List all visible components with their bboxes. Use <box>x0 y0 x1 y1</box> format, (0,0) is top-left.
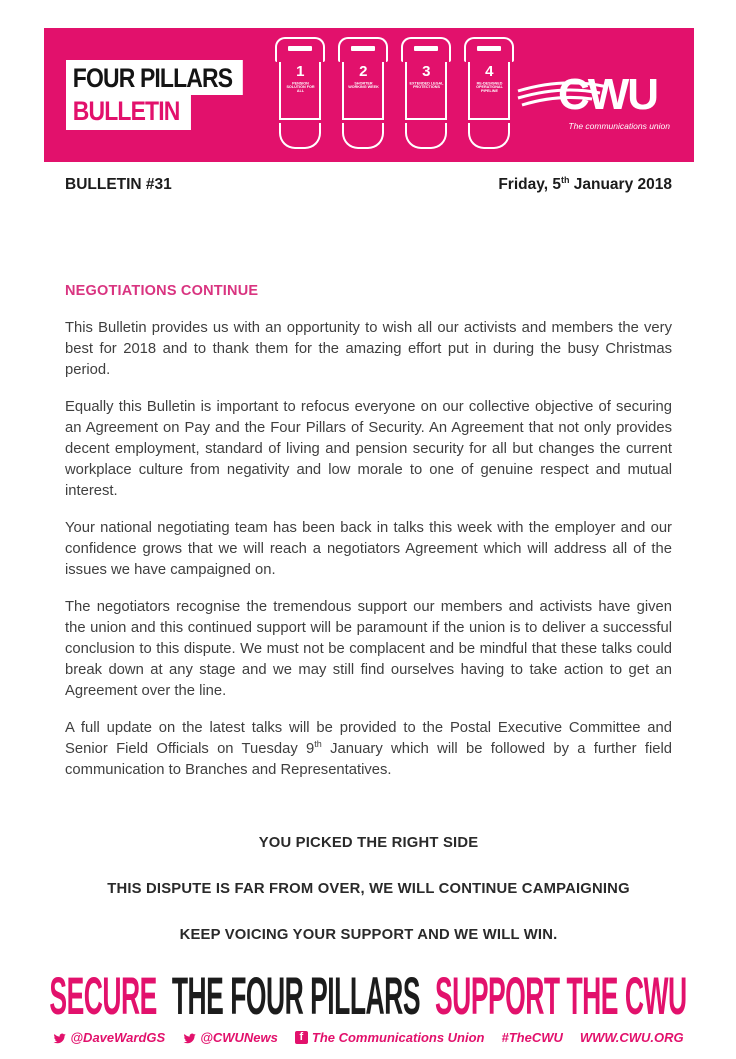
paragraph: The negotiators recognise the tremendous support our members and activists have given the union and this continued support will be paramount if the union is to deliver a successful conclusion to this dispute. We must not be complacent and be mindful that these talks could break down at any stage and we may still find ourselves having to take action to get an Agreement over the line. <box>65 599 672 699</box>
social-item <box>52 1030 165 1045</box>
postbox-slot <box>351 46 375 51</box>
bulletin-number: BULLETIN #31 <box>65 176 172 193</box>
pillar-label: EXTENDED LEGAL PROTECTIONS <box>409 82 444 90</box>
postbox-base <box>468 123 510 149</box>
pillar-label: SHORTER WORKING WEEK <box>347 82 379 90</box>
social-item <box>295 1030 485 1045</box>
postbox-body <box>468 62 510 120</box>
postbox-icon <box>275 37 325 149</box>
postbox-slot <box>477 46 501 51</box>
paragraph-text: A full update on the latest talks will be provided to the Postal Executive Committee and Senior Field Officials on Tuesday 9 <box>65 720 672 757</box>
postbox-icon <box>338 37 388 149</box>
logo-line-bulletin: BULLETIN <box>66 95 191 130</box>
banner-support-cwu: SUPPORT THE CWU <box>435 967 687 1026</box>
postbox-body <box>342 62 384 120</box>
postbox-cap <box>275 37 325 62</box>
postbox-base <box>279 123 321 149</box>
date-suffix: January 2018 <box>569 176 672 193</box>
pillar-number: 4 <box>485 63 494 80</box>
banner-secure: SECURE <box>49 967 157 1026</box>
postbox-base <box>405 123 447 149</box>
slogan-line: YOU PICKED THE RIGHT SIDE <box>258 835 479 851</box>
cwu-tagline: The communications union <box>568 121 670 131</box>
article <box>65 283 672 973</box>
postbox-icon <box>464 37 514 149</box>
postbox-slot <box>414 46 438 51</box>
postbox-cap <box>464 37 514 62</box>
slogan-block <box>65 835 672 943</box>
social-item <box>182 1030 278 1045</box>
postbox-cap <box>401 37 451 62</box>
article-heading: NEGOTIATIONS CONTINUE <box>65 283 259 299</box>
header-banner <box>44 28 694 162</box>
postbox-slot <box>288 46 312 51</box>
facebook-page-name: The Communications Union <box>311 1030 485 1045</box>
cwu-wordmark-icon <box>516 65 676 123</box>
twitter-icon <box>52 1031 66 1045</box>
twitter-handle: @CWUNews <box>200 1030 278 1045</box>
banner-four-pillars: THE FOUR PILLARS <box>171 967 420 1026</box>
date-ordinal: th <box>314 739 322 750</box>
social-footer <box>0 1030 736 1045</box>
cwu-logo <box>516 65 676 131</box>
postbox-body <box>279 62 321 120</box>
slogan-line: KEEP VOICING YOUR SUPPORT AND WE WILL WIN. <box>179 927 558 943</box>
pillar-label: RE-DESIGNED OPERATIONAL PIPELINE <box>475 82 503 94</box>
facebook-icon: f <box>295 1031 308 1044</box>
twitter-handle: @DaveWardGS <box>70 1030 166 1045</box>
slogan-line: THIS DISPUTE IS FAR FROM OVER, WE WILL CONTINUE CAMPAIGNING <box>107 881 630 897</box>
twitter-icon <box>182 1031 196 1045</box>
social-item <box>502 1030 563 1045</box>
date-prefix: Friday, 5 <box>498 176 561 193</box>
cwu-wordmark-text: CWU <box>558 70 658 119</box>
paragraph <box>65 718 672 781</box>
paragraph: Your national negotiating team has been back in talks this week with the employer and our confidence grows that we will reach a negotiators Agreement which will address all of the issues we have campaigned on. <box>65 520 672 578</box>
social-item <box>580 1030 684 1045</box>
postbox-icon <box>401 37 451 149</box>
hashtag-label: #TheCWU <box>501 1030 563 1045</box>
pillar-postboxes <box>274 37 517 149</box>
pillar-number: 1 <box>296 63 305 80</box>
paragraph: Equally this Bulletin is important to refocus everyone on our collective objective of securing an Agreement on Pay and the Four Pillars of Security. An Agreement that not only provides decent employment, standard of living and pension security for all but changes the current workplace culture from negativity and low morale to one of genuine respect and mutual interest. <box>65 399 672 499</box>
paragraph-text: January which will be followed by a further field communication to Branches and Representatives. <box>65 741 672 778</box>
pillar-label: PENSION SOLUTION FOR ALL <box>286 82 315 94</box>
bulletin-date <box>498 176 672 194</box>
website-url: WWW.CWU.ORG <box>579 1030 684 1045</box>
postbox-cap <box>338 37 388 62</box>
logo-line-four-pillars: FOUR PILLARS <box>66 60 242 95</box>
pillar-number: 2 <box>359 63 368 80</box>
pillar-number: 3 <box>422 63 431 80</box>
four-pillars-bulletin-logo <box>66 60 274 130</box>
postbox-base <box>342 123 384 149</box>
date-ordinal: th <box>560 174 570 185</box>
campaign-banner <box>49 966 687 1027</box>
meta-row <box>65 176 672 194</box>
postbox-body <box>405 62 447 120</box>
paragraph: This Bulletin provides us with an opportunity to wish all our activists and members the very best for 2018 and to thank them for the amazing effort put in during the busy Christmas period. <box>65 320 672 378</box>
